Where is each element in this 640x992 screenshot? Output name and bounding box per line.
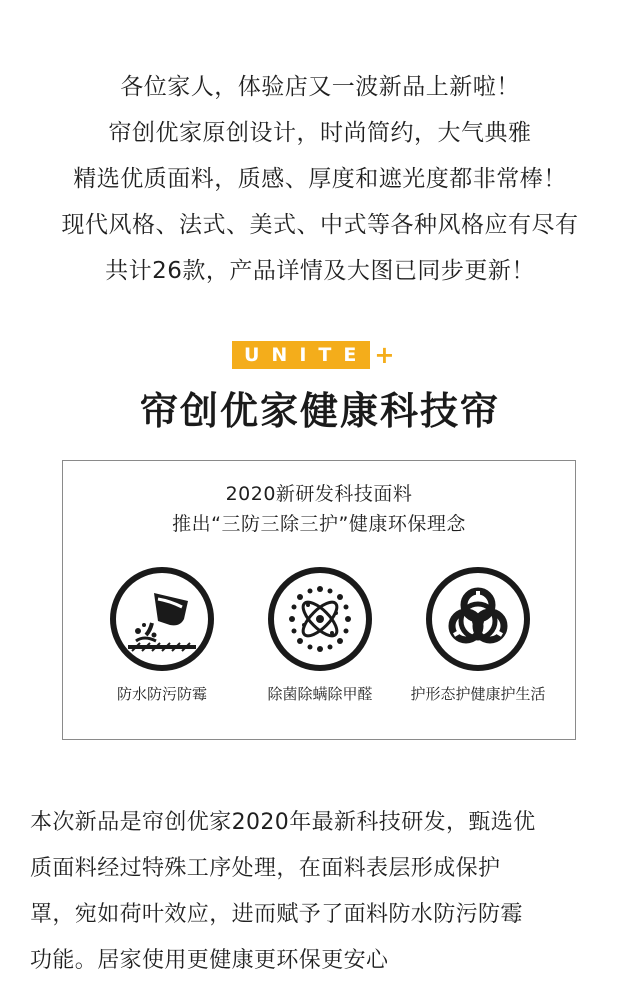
page-title: 帘创优家健康科技帘: [139, 389, 500, 433]
antibacterial-icon: [266, 565, 374, 673]
brand-plus: +: [374, 341, 395, 369]
feature-item: [403, 565, 553, 704]
paragraph-line: 本次新品是帘创优家2020年最新科技研发，甄选优: [30, 810, 536, 835]
intro-line: 帘创优家原创设计，时尚简约，大气典雅: [108, 120, 532, 146]
feature-item: [245, 565, 395, 704]
waterproof-icon: [108, 565, 216, 673]
brand-logo: [232, 341, 394, 369]
intro-line: 各位家人，体验店又一波新品上新啦！: [120, 74, 520, 100]
paragraph-line: 功能。居家使用更健康更环保更安心: [30, 948, 389, 973]
intro-line: 现代风格、法式、美式、中式等各种风格应有尽有: [61, 212, 579, 238]
intro-text: [0, 64, 640, 294]
feature-label: 护形态护健康护生活: [410, 685, 546, 703]
intro-line: 精选优质面料，质感、厚度和遮光度都非常棒！: [73, 166, 567, 192]
paragraph-line: 罩，宛如荷叶效应，进而赋予了面料防水防污防霉: [30, 902, 523, 927]
brand-logo-text: UNITE: [232, 341, 370, 369]
feature-line-1: 2020新研发科技面料: [225, 483, 413, 505]
feature-line-2: 推出“三防三除三护”健康环保理念: [172, 513, 466, 535]
paragraph-line: 质面料经过特殊工序处理，在面料表层形成保护: [30, 856, 501, 881]
feature-label: 防水防污防霉: [116, 685, 207, 703]
feature-label: 除菌除螨除甲醛: [267, 685, 373, 703]
feature-panel: [62, 460, 576, 740]
description-paragraph: [30, 800, 620, 984]
intro-line: 共计26款，产品详情及大图已同步更新！: [105, 258, 535, 284]
feature-item: [87, 565, 237, 704]
biohazard-icon: [424, 565, 532, 673]
